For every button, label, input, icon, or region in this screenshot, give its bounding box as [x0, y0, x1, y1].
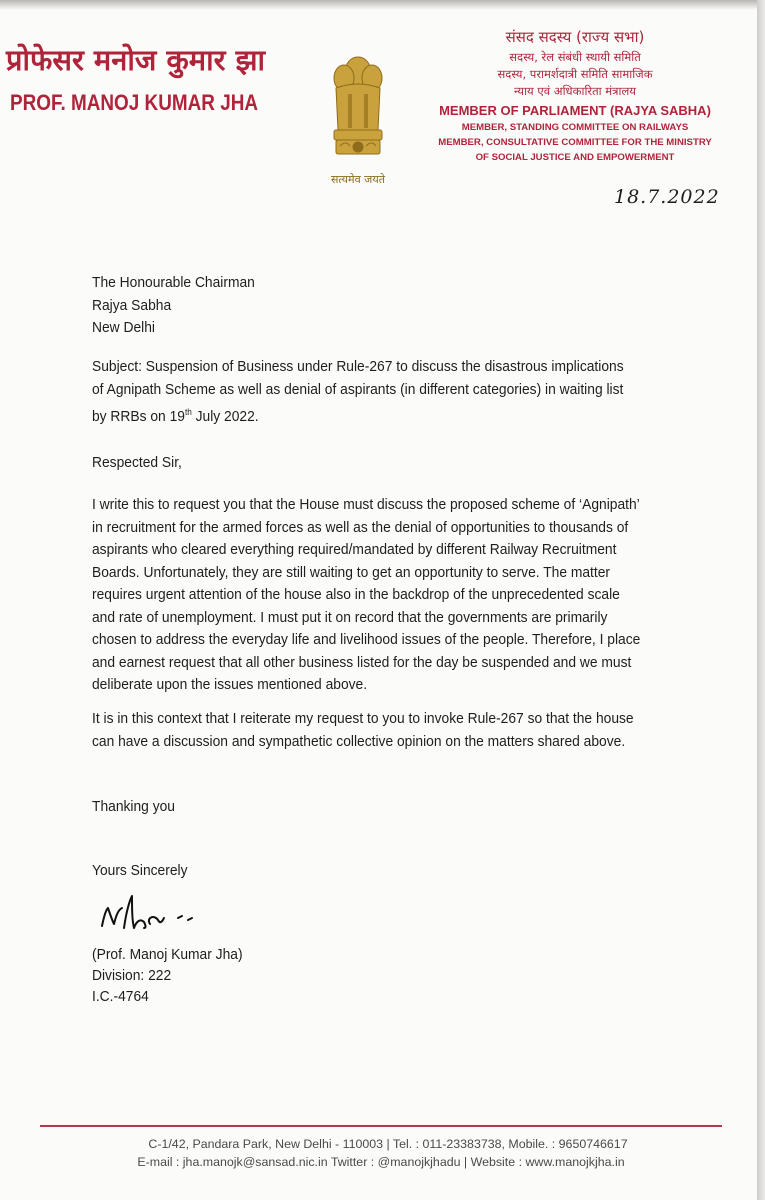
- paragraph-line: It is in this context that I reiterate my request to you to invoke Rule-267 so that the house: [92, 710, 634, 727]
- paragraph-line: aspirants who cleared everything required/mandated by different Railway Recruitment: [92, 541, 617, 558]
- member-hindi-2: सदस्य, परामर्शदात्री समिति सामाजिक: [497, 67, 653, 81]
- division-number: Division: 222: [92, 967, 172, 984]
- subject-line: [92, 401, 624, 424]
- ordinal-suffix: th: [184, 407, 192, 417]
- top-shadow: [0, 0, 765, 10]
- paragraph-2: [92, 708, 634, 753]
- footer: [40, 1135, 722, 1171]
- thanks-line: Thanking you: [92, 798, 175, 815]
- paragraph-line: I write this to request you that the House must discuss the proposed scheme of ‘Agnipath’: [92, 496, 640, 513]
- addressee-line: Rajya Sabha: [92, 296, 172, 314]
- footer-divider: [40, 1125, 722, 1127]
- valediction: Yours Sincerely: [92, 862, 188, 879]
- emblem-motto: सत्यमेव जयते: [330, 173, 385, 186]
- member-hindi-1: सदस्य, रेल संबंधी स्थायी समिति: [509, 50, 641, 64]
- paragraph-line: Boards. Unfortunately, they are still waiting to get an opportunity to serve. The matter: [92, 563, 611, 581]
- subject-block: [92, 356, 624, 424]
- title-english: MEMBER OF PARLIAMENT (RAJYA SABHA): [439, 103, 711, 118]
- designation-block: [425, 26, 725, 165]
- paragraph-line: chosen to address the everyday life and livelihood issues of the people. Therefore, I place: [92, 631, 641, 648]
- member-english-2: MEMBER, CONSULTATIVE COMMITTEE FOR THE MINISTRY: [438, 137, 712, 148]
- member-hindi-3: न्याय एवं अधिकारिता मंत्रालय: [514, 84, 636, 98]
- paragraph-line: in recruitment for the armed forces as well as the denial of opportunities to thousands of: [92, 518, 629, 536]
- salutation: Respected Sir,: [92, 454, 182, 471]
- addressee-line: The Honourable Chairman: [92, 274, 255, 291]
- signatory-name: (Prof. Manoj Kumar Jha): [92, 946, 243, 963]
- paragraph-1: [92, 494, 640, 697]
- paragraph-line: and rate of unemployment. I must put it on record that the governments are primarily: [92, 608, 608, 626]
- subject-line: Subject: Suspension of Business under Rule-267 to discuss the disastrous implications: [92, 358, 624, 375]
- footer-contact: E-mail : jha.manojk@sansad.nic.in Twitter : @manojkjhadu | Website : www.manojkjha.in: [137, 1155, 625, 1169]
- footer-address: C-1/42, Pandara Park, New Delhi - 110003 | Tel. : 011-23383738, Mobile. : 9650746617: [148, 1137, 628, 1151]
- ic-number: I.C.-4764: [92, 988, 149, 1005]
- handwritten-date: 18.7.2022: [614, 186, 720, 208]
- paragraph-line: deliberate upon the issues mentioned above.: [92, 676, 368, 693]
- subject-date-prefix: by RRBs on 19: [92, 408, 185, 426]
- paragraph-line: and earnest request that all other business listed for the day be suspended and we must: [92, 653, 632, 671]
- title-hindi: संसद सदस्य (राज्य सभा): [505, 28, 645, 46]
- paragraph-line: requires urgent attention of the house also in the backdrop of the unprecedented scale: [92, 586, 620, 603]
- national-emblem-icon: [318, 50, 398, 190]
- name-hindi: प्रोफेसर मनोज कुमार झा: [6, 43, 266, 77]
- signature-icon: [94, 888, 214, 938]
- name-english: PROF. MANOJ KUMAR JHA: [10, 90, 259, 115]
- subject-date-suffix: July 2022.: [191, 408, 259, 426]
- addressee-line: New Delhi: [92, 319, 155, 336]
- signature-block: [92, 944, 243, 1007]
- paragraph-line: can have a discussion and sympathetic collective opinion on the matters shared above.: [92, 732, 626, 750]
- member-english-1: MEMBER, STANDING COMMITTEE ON RAILWAYS: [461, 122, 689, 133]
- member-english-3: OF SOCIAL JUSTICE AND EMPOWERMENT: [475, 152, 675, 163]
- subject-line: of Agnipath Scheme as well as denial of aspirants (in different categories) in waiting list: [92, 380, 624, 398]
- addressee-block: [92, 272, 255, 340]
